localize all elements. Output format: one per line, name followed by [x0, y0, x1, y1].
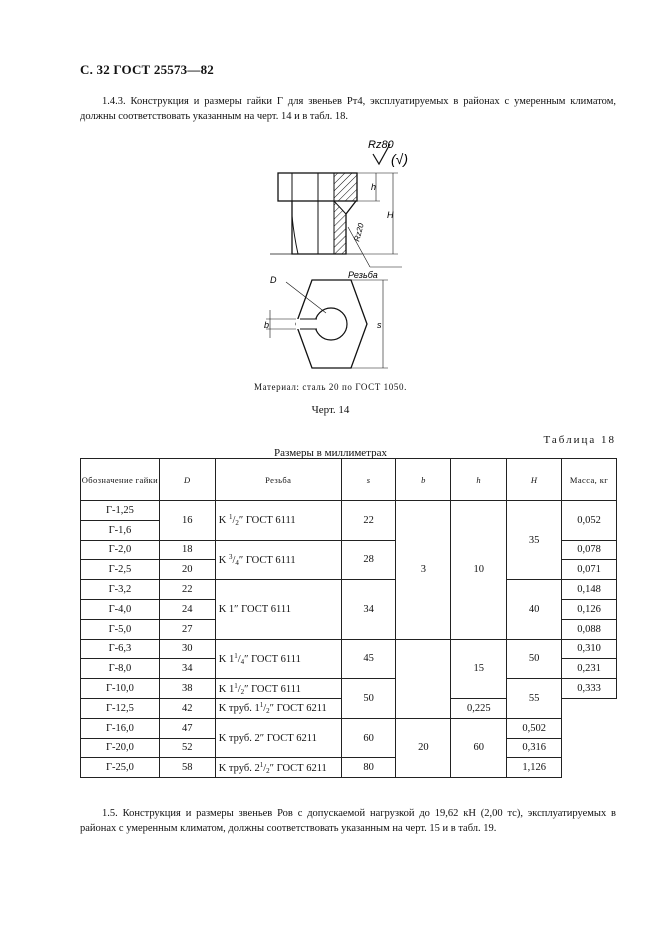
cell-b — [396, 639, 451, 718]
cell-b: 3 — [396, 501, 451, 640]
cell-thread: K труб. $2^1/_2''$ ГОСТ 6211 — [215, 758, 341, 778]
roughness-label: Rz80 — [368, 139, 394, 151]
header-s: s — [341, 459, 396, 501]
nut-drawing — [230, 132, 430, 378]
cell-D: 27 — [159, 619, 215, 639]
cell-designation: Г-8,0 — [81, 659, 160, 679]
cell-designation: Г-4,0 — [81, 599, 160, 619]
paragraph-1-4-3: 1.4.3. Конструкция и размеры гайки Г для звеньев Рт4, эксплуатируемых в районах с умеренным климатом, должны соответствовать указанным на черт. 14 и в табл. 18. — [80, 96, 616, 122]
header-mass: Масса, кг — [562, 459, 617, 501]
cell-H: 40 — [507, 580, 562, 639]
cell-H: 55 — [507, 679, 562, 719]
cell-h: 20 — [396, 718, 451, 777]
nut-top-view — [264, 275, 388, 368]
cell-designation: Г-16,0 — [81, 718, 160, 738]
table-row — [81, 639, 617, 659]
cell-mass: 0,316 — [507, 738, 562, 758]
cell-designation: Г-2,5 — [81, 560, 160, 580]
cell-s: 80 — [341, 758, 396, 778]
cell-H: 50 — [507, 639, 562, 679]
cell-designation: Г-20,0 — [81, 738, 160, 758]
thread-label: Резьба — [348, 270, 378, 280]
header-designation: Обозначение гайки — [81, 459, 160, 501]
page-header: С. 32 ГОСТ 25573—82 — [80, 62, 214, 77]
cell-s: 50 — [341, 679, 396, 719]
header-thread: Резьба — [215, 459, 341, 501]
cell-s: 34 — [341, 580, 396, 639]
cell-D: 58 — [159, 758, 215, 778]
roughness-bracket: (√) — [391, 151, 409, 167]
cell-mass: 0,225 — [451, 698, 507, 718]
roughness-symbol — [368, 139, 408, 167]
cell-mass: 0,088 — [562, 619, 617, 639]
dim-h-label: h — [371, 182, 377, 192]
cell-thread: K $1^1/_2''$ ГОСТ 6111 — [215, 679, 341, 699]
cell-s: 45 — [341, 639, 396, 679]
cell-designation: Г-6,3 — [81, 639, 160, 659]
nut-side-view — [270, 173, 402, 280]
dimensions-table — [80, 458, 617, 778]
cell-D: 16 — [159, 501, 215, 541]
dim-s-label: s — [377, 320, 382, 330]
cell-D: 34 — [159, 659, 215, 679]
dim-D-label: D — [270, 275, 277, 285]
table-row — [81, 758, 617, 778]
cell-designation: Г-25,0 — [81, 758, 160, 778]
cell-D: 24 — [159, 599, 215, 619]
cell-s: 60 — [341, 718, 396, 758]
cell-designation: Г-3,2 — [81, 580, 160, 600]
cell-D: 42 — [159, 698, 215, 718]
cell-mass: 0,078 — [562, 540, 617, 560]
cell-designation: Г-2,0 — [81, 540, 160, 560]
header-h: h — [451, 459, 507, 501]
header-H: H — [507, 459, 562, 501]
cell-mass: 0,148 — [562, 580, 617, 600]
cell-H: 60 — [451, 718, 507, 777]
table-row — [81, 679, 617, 699]
table-caption: Размеры в миллиметрах — [274, 447, 387, 459]
cell-mass: 0,310 — [562, 639, 617, 659]
cell-mass: 0,333 — [562, 679, 617, 699]
cell-mass: 0,071 — [562, 560, 617, 580]
cell-mass: 1,126 — [507, 758, 562, 778]
table-label: Таблица 18 — [543, 434, 616, 446]
cell-mass: 0,052 — [562, 501, 617, 541]
cell-D: 22 — [159, 580, 215, 600]
cell-h: 10 — [451, 501, 507, 640]
table-row — [81, 718, 617, 738]
cell-designation: Г-12,5 — [81, 698, 160, 718]
cell-mass: 0,126 — [562, 599, 617, 619]
cell-designation: Г-10,0 — [81, 679, 160, 699]
cell-H: 35 — [507, 501, 562, 580]
cell-D: 38 — [159, 679, 215, 699]
header-b: b — [396, 459, 451, 501]
cell-thread: K $^3/_4''$ ГОСТ 6111 — [215, 540, 341, 580]
cell-D: 18 — [159, 540, 215, 560]
table-row — [81, 501, 617, 521]
header-D: D — [159, 459, 215, 501]
cell-thread: K $1^1/_4''$ ГОСТ 6111 — [215, 639, 341, 679]
cell-D: 47 — [159, 718, 215, 738]
cell-thread: K 1″ ГОСТ 6111 — [215, 580, 341, 639]
cell-designation: Г-5,0 — [81, 619, 160, 639]
cell-mass: 0,502 — [507, 718, 562, 738]
cell-thread: K труб. 2″ ГОСТ 6211 — [215, 718, 341, 758]
side-roughness-label: Rz20 — [352, 222, 366, 243]
cell-s: 28 — [341, 540, 396, 580]
material-note: Материал: сталь 20 по ГОСТ 1050. — [254, 382, 407, 392]
cell-thread: K труб. $1^1/_2''$ ГОСТ 6211 — [215, 698, 341, 718]
figure-caption: Черт. 14 — [311, 404, 350, 416]
cell-h: 15 — [451, 639, 507, 698]
cell-mass: 0,231 — [562, 659, 617, 679]
table-row — [81, 580, 617, 600]
dim-b-label: b — [264, 320, 270, 330]
cell-D: 52 — [159, 738, 215, 758]
paragraph-1-5: 1.5. Конструкция и размеры звеньев Ров с допускаемой нагрузкой до 19,62 кН (2,00 тс), эксплуатируемых в районах с умеренным климатом, должны соответствовать указанным на черт. 15 и в табл. 19. — [80, 808, 616, 834]
cell-designation: Г-1,25 — [81, 501, 160, 521]
cell-D: 20 — [159, 560, 215, 580]
cell-designation: Г-1,6 — [81, 520, 160, 540]
cell-D: 30 — [159, 639, 215, 659]
cell-s: 22 — [341, 501, 396, 541]
table-header-row — [81, 459, 617, 501]
dim-H-label: H — [387, 210, 394, 220]
cell-thread: K $^1/_2''$ ГОСТ 6111 — [215, 501, 341, 541]
